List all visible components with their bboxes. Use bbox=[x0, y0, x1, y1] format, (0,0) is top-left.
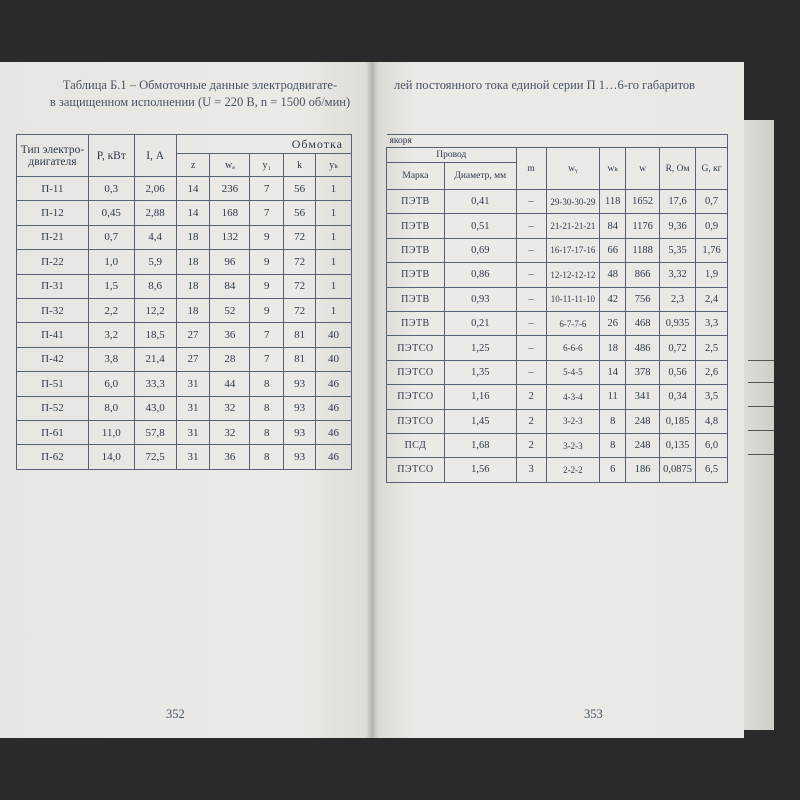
cell-m: – bbox=[516, 190, 546, 214]
cell-z: 27 bbox=[176, 323, 210, 347]
cell-type: П-32 bbox=[17, 298, 89, 322]
cell-p: 0,45 bbox=[88, 201, 134, 225]
cell-brand: ПЭТСО bbox=[387, 458, 445, 482]
cell-yk: 46 bbox=[316, 445, 352, 469]
cell-z: 31 bbox=[176, 420, 210, 444]
cell-w: 36 bbox=[210, 323, 250, 347]
cell-k: 72 bbox=[284, 274, 316, 298]
cell-diameter: 1,35 bbox=[444, 360, 516, 384]
motor-table-row bbox=[17, 225, 352, 249]
cell-diameter: 1,25 bbox=[444, 336, 516, 360]
cell-wk: 42 bbox=[600, 287, 626, 311]
cell-g: 6,0 bbox=[696, 433, 728, 457]
cell-type: П-52 bbox=[17, 396, 89, 420]
cell-diameter: 1,68 bbox=[444, 433, 516, 457]
cell-m: – bbox=[516, 311, 546, 335]
cell-i: 2,88 bbox=[134, 201, 176, 225]
cell-z: 31 bbox=[176, 372, 210, 396]
cell-r: 5,35 bbox=[660, 238, 696, 262]
header-winding: Обмотка bbox=[176, 135, 351, 154]
cell-w: 1188 bbox=[626, 238, 660, 262]
left-page bbox=[0, 62, 372, 738]
cell-wy: 6-6-6 bbox=[546, 336, 600, 360]
cell-i: 12,2 bbox=[134, 298, 176, 322]
cell-yk: 1 bbox=[316, 250, 352, 274]
header-brand: Марка bbox=[387, 163, 445, 190]
motor-table-row bbox=[17, 201, 352, 225]
cell-y1: 8 bbox=[250, 372, 284, 396]
cell-g: 1,76 bbox=[696, 238, 728, 262]
cell-p: 1,5 bbox=[88, 274, 134, 298]
cell-type: П-12 bbox=[17, 201, 89, 225]
cell-w: 468 bbox=[626, 311, 660, 335]
cell-diameter: 0,51 bbox=[444, 214, 516, 238]
cell-brand: ПЭТВ bbox=[387, 190, 445, 214]
motor-table-row bbox=[17, 298, 352, 322]
header-g: G, кг bbox=[696, 148, 728, 190]
cell-p: 0,7 bbox=[88, 225, 134, 249]
cell-diameter: 0,86 bbox=[444, 263, 516, 287]
table-caption bbox=[40, 77, 360, 111]
cell-brand: ПЭТВ bbox=[387, 311, 445, 335]
motor-table-row bbox=[17, 177, 352, 201]
cell-wy: 29-30-30-29 bbox=[546, 190, 600, 214]
cell-wk: 6 bbox=[600, 458, 626, 482]
cell-y1: 8 bbox=[250, 445, 284, 469]
cell-wy: 3-2-3 bbox=[546, 409, 600, 433]
cell-type: П-41 bbox=[17, 323, 89, 347]
header-w: w bbox=[626, 148, 660, 190]
wire-table-row bbox=[387, 385, 728, 409]
cell-diameter: 1,45 bbox=[444, 409, 516, 433]
cell-z: 18 bbox=[176, 298, 210, 322]
right-page bbox=[372, 62, 744, 738]
cell-wk: 11 bbox=[600, 385, 626, 409]
header-y1: y₁ bbox=[250, 154, 284, 177]
header-wa: wₐ bbox=[210, 154, 250, 177]
cell-w: 248 bbox=[626, 433, 660, 457]
cell-wk: 14 bbox=[600, 360, 626, 384]
cell-z: 27 bbox=[176, 347, 210, 371]
motor-table-row bbox=[17, 323, 352, 347]
wire-table-row bbox=[387, 360, 728, 384]
cell-w: 378 bbox=[626, 360, 660, 384]
cell-wy: 3-2-3 bbox=[546, 433, 600, 457]
cell-w: 248 bbox=[626, 409, 660, 433]
cell-i: 43,0 bbox=[134, 396, 176, 420]
cell-brand: ПСД bbox=[387, 433, 445, 457]
cell-w: 1652 bbox=[626, 190, 660, 214]
cell-w: 84 bbox=[210, 274, 250, 298]
cell-type: П-21 bbox=[17, 225, 89, 249]
wire-table-row bbox=[387, 336, 728, 360]
cell-g: 2,5 bbox=[696, 336, 728, 360]
cell-m: – bbox=[516, 238, 546, 262]
cell-yk: 1 bbox=[316, 201, 352, 225]
cell-w: 32 bbox=[210, 420, 250, 444]
cell-diameter: 1,56 bbox=[444, 458, 516, 482]
header-wy: wᵧ bbox=[546, 148, 600, 190]
cell-y1: 8 bbox=[250, 396, 284, 420]
cell-wk: 8 bbox=[600, 433, 626, 457]
cell-m: 2 bbox=[516, 385, 546, 409]
cell-y1: 9 bbox=[250, 250, 284, 274]
cell-type: П-22 bbox=[17, 250, 89, 274]
cell-wy: 12-12-12-12 bbox=[546, 263, 600, 287]
cell-p: 11,0 bbox=[88, 420, 134, 444]
cell-y1: 7 bbox=[250, 201, 284, 225]
cell-brand: ПЭТСО bbox=[387, 360, 445, 384]
cell-w: 132 bbox=[210, 225, 250, 249]
cell-y1: 7 bbox=[250, 177, 284, 201]
header-diameter: Диаметр, мм bbox=[444, 163, 516, 190]
cell-wk: 84 bbox=[600, 214, 626, 238]
wire-table-row bbox=[387, 409, 728, 433]
caption-line-2: в защищенном исполнении (U = 220 В, n = 1500 об/мин) bbox=[49, 95, 351, 109]
cell-type: П-31 bbox=[17, 274, 89, 298]
cell-diameter: 1,16 bbox=[444, 385, 516, 409]
motor-table-row bbox=[17, 250, 352, 274]
header-yk: yₖ bbox=[316, 154, 352, 177]
cell-type: П-42 bbox=[17, 347, 89, 371]
cell-wk: 66 bbox=[600, 238, 626, 262]
cell-m: 2 bbox=[516, 409, 546, 433]
cell-diameter: 0,93 bbox=[444, 287, 516, 311]
cell-m: – bbox=[516, 214, 546, 238]
cell-z: 18 bbox=[176, 250, 210, 274]
book-spine-shadow bbox=[366, 62, 378, 738]
cell-w: 186 bbox=[626, 458, 660, 482]
cell-wk: 26 bbox=[600, 311, 626, 335]
cell-w: 1176 bbox=[626, 214, 660, 238]
cell-w: 32 bbox=[210, 396, 250, 420]
cell-yk: 1 bbox=[316, 177, 352, 201]
motor-table-row bbox=[17, 396, 352, 420]
cell-g: 3,5 bbox=[696, 385, 728, 409]
cell-z: 31 bbox=[176, 396, 210, 420]
cell-m: – bbox=[516, 336, 546, 360]
cell-p: 0,3 bbox=[88, 177, 134, 201]
header-z: z bbox=[176, 154, 210, 177]
cell-r: 0,135 bbox=[660, 433, 696, 457]
motor-data-table bbox=[16, 134, 352, 470]
cell-yk: 40 bbox=[316, 347, 352, 371]
cell-r: 0,935 bbox=[660, 311, 696, 335]
cell-diameter: 0,41 bbox=[444, 190, 516, 214]
cell-y1: 7 bbox=[250, 347, 284, 371]
cell-k: 72 bbox=[284, 225, 316, 249]
cell-type: П-61 bbox=[17, 420, 89, 444]
cell-wy: 21-21-21-21 bbox=[546, 214, 600, 238]
header-k: k bbox=[284, 154, 316, 177]
cell-i: 2,06 bbox=[134, 177, 176, 201]
section-label: якоря bbox=[387, 135, 728, 148]
cell-w: 52 bbox=[210, 298, 250, 322]
cell-r: 0,185 bbox=[660, 409, 696, 433]
cell-i: 72,5 bbox=[134, 445, 176, 469]
wire-table-row bbox=[387, 263, 728, 287]
cell-type: П-62 bbox=[17, 445, 89, 469]
cell-yk: 46 bbox=[316, 372, 352, 396]
cell-k: 81 bbox=[284, 347, 316, 371]
motor-table-row bbox=[17, 347, 352, 371]
cell-r: 0,56 bbox=[660, 360, 696, 384]
cell-g: 1,9 bbox=[696, 263, 728, 287]
cell-y1: 8 bbox=[250, 420, 284, 444]
cell-diameter: 0,21 bbox=[444, 311, 516, 335]
cell-r: 0,72 bbox=[660, 336, 696, 360]
cell-p: 3,8 bbox=[88, 347, 134, 371]
cell-y1: 9 bbox=[250, 225, 284, 249]
cell-w: 341 bbox=[626, 385, 660, 409]
wire-table-body bbox=[387, 190, 728, 483]
cell-z: 14 bbox=[176, 201, 210, 225]
page-number-left: 352 bbox=[166, 707, 185, 721]
cell-g: 2,6 bbox=[696, 360, 728, 384]
cell-z: 18 bbox=[176, 274, 210, 298]
cell-r: 17,6 bbox=[660, 190, 696, 214]
cell-i: 21,4 bbox=[134, 347, 176, 371]
wire-table-row bbox=[387, 311, 728, 335]
header-wk: wₖ bbox=[600, 148, 626, 190]
cell-i: 8,6 bbox=[134, 274, 176, 298]
cell-type: П-51 bbox=[17, 372, 89, 396]
cell-r: 0,0875 bbox=[660, 458, 696, 482]
cell-i: 18,5 bbox=[134, 323, 176, 347]
wire-table-row bbox=[387, 458, 728, 482]
cell-w: 236 bbox=[210, 177, 250, 201]
cell-yk: 1 bbox=[316, 225, 352, 249]
cell-w: 866 bbox=[626, 263, 660, 287]
wire-table-row bbox=[387, 190, 728, 214]
caption-line-1: Таблица Б.1 – Обмоточные данные электродвигате- bbox=[62, 78, 338, 92]
cell-y1: 7 bbox=[250, 323, 284, 347]
cell-wy: 4-3-4 bbox=[546, 385, 600, 409]
cell-w: 168 bbox=[210, 201, 250, 225]
cell-p: 2,2 bbox=[88, 298, 134, 322]
cell-brand: ПЭТВ bbox=[387, 214, 445, 238]
cell-g: 2,4 bbox=[696, 287, 728, 311]
cell-g: 0,9 bbox=[696, 214, 728, 238]
table-caption-continued: лей постоянного тока единой серии П 1…6-го габаритов bbox=[394, 78, 696, 92]
cell-w: 44 bbox=[210, 372, 250, 396]
cell-m: 2 bbox=[516, 433, 546, 457]
cell-k: 72 bbox=[284, 298, 316, 322]
cell-r: 9,36 bbox=[660, 214, 696, 238]
header-m: m bbox=[516, 148, 546, 190]
cell-wk: 48 bbox=[600, 263, 626, 287]
motor-table-row bbox=[17, 445, 352, 469]
cell-wk: 118 bbox=[600, 190, 626, 214]
cell-i: 57,8 bbox=[134, 420, 176, 444]
page-number-right: 353 bbox=[584, 707, 603, 721]
cell-m: – bbox=[516, 360, 546, 384]
cell-z: 31 bbox=[176, 445, 210, 469]
cell-p: 3,2 bbox=[88, 323, 134, 347]
cell-p: 6,0 bbox=[88, 372, 134, 396]
cell-yk: 46 bbox=[316, 420, 352, 444]
cell-k: 56 bbox=[284, 177, 316, 201]
cell-g: 0,7 bbox=[696, 190, 728, 214]
cell-g: 6,5 bbox=[696, 458, 728, 482]
cell-yk: 40 bbox=[316, 323, 352, 347]
cell-wy: 10-11-11-10 bbox=[546, 287, 600, 311]
cell-diameter: 0,69 bbox=[444, 238, 516, 262]
cell-brand: ПЭТСО bbox=[387, 336, 445, 360]
cell-wy: 5-4-5 bbox=[546, 360, 600, 384]
cell-wy: 2-2-2 bbox=[546, 458, 600, 482]
cell-z: 14 bbox=[176, 177, 210, 201]
armature-wire-table bbox=[386, 134, 728, 483]
cell-r: 2,3 bbox=[660, 287, 696, 311]
cell-k: 81 bbox=[284, 323, 316, 347]
cell-i: 4,4 bbox=[134, 225, 176, 249]
cell-yk: 1 bbox=[316, 274, 352, 298]
cell-w: 96 bbox=[210, 250, 250, 274]
cell-y1: 9 bbox=[250, 274, 284, 298]
cell-type: П-11 bbox=[17, 177, 89, 201]
cell-k: 93 bbox=[284, 420, 316, 444]
cell-y1: 9 bbox=[250, 298, 284, 322]
wire-table-row bbox=[387, 433, 728, 457]
wire-table-row bbox=[387, 238, 728, 262]
header-current: I, А bbox=[134, 135, 176, 177]
wire-table-row bbox=[387, 214, 728, 238]
cell-z: 18 bbox=[176, 225, 210, 249]
cell-p: 1,0 bbox=[88, 250, 134, 274]
cell-brand: ПЭТСО bbox=[387, 409, 445, 433]
cell-g: 3,3 bbox=[696, 311, 728, 335]
cell-p: 8,0 bbox=[88, 396, 134, 420]
cell-w: 486 bbox=[626, 336, 660, 360]
cell-wk: 8 bbox=[600, 409, 626, 433]
cell-wk: 18 bbox=[600, 336, 626, 360]
motor-table-body bbox=[17, 177, 352, 470]
cell-yk: 1 bbox=[316, 298, 352, 322]
motor-table-row bbox=[17, 420, 352, 444]
cell-m: – bbox=[516, 263, 546, 287]
cell-k: 72 bbox=[284, 250, 316, 274]
header-r: R, Ом bbox=[660, 148, 696, 190]
cell-r: 0,34 bbox=[660, 385, 696, 409]
cell-k: 93 bbox=[284, 445, 316, 469]
cell-w: 36 bbox=[210, 445, 250, 469]
cell-g: 4,8 bbox=[696, 409, 728, 433]
cell-i: 5,9 bbox=[134, 250, 176, 274]
cell-w: 756 bbox=[626, 287, 660, 311]
cell-brand: ПЭТВ bbox=[387, 263, 445, 287]
motor-table-row bbox=[17, 274, 352, 298]
cell-p: 14,0 bbox=[88, 445, 134, 469]
cell-w: 28 bbox=[210, 347, 250, 371]
cell-k: 93 bbox=[284, 372, 316, 396]
cell-wy: 6-7-7-6 bbox=[546, 311, 600, 335]
cell-m: 3 bbox=[516, 458, 546, 482]
cell-k: 93 bbox=[284, 396, 316, 420]
wire-table-row bbox=[387, 287, 728, 311]
cell-brand: ПЭТВ bbox=[387, 238, 445, 262]
cell-i: 33,3 bbox=[134, 372, 176, 396]
cell-brand: ПЭТСО bbox=[387, 385, 445, 409]
underlying-page-edge bbox=[744, 120, 774, 730]
cell-m: – bbox=[516, 287, 546, 311]
header-wire: Провод bbox=[387, 148, 517, 163]
cell-yk: 46 bbox=[316, 396, 352, 420]
cell-wy: 16-17-17-16 bbox=[546, 238, 600, 262]
cell-brand: ПЭТВ bbox=[387, 287, 445, 311]
cell-k: 56 bbox=[284, 201, 316, 225]
header-motor-type: Тип электро-двигателя bbox=[17, 135, 89, 177]
motor-table-row bbox=[17, 372, 352, 396]
header-power: P, кВт bbox=[88, 135, 134, 177]
cell-r: 3,32 bbox=[660, 263, 696, 287]
